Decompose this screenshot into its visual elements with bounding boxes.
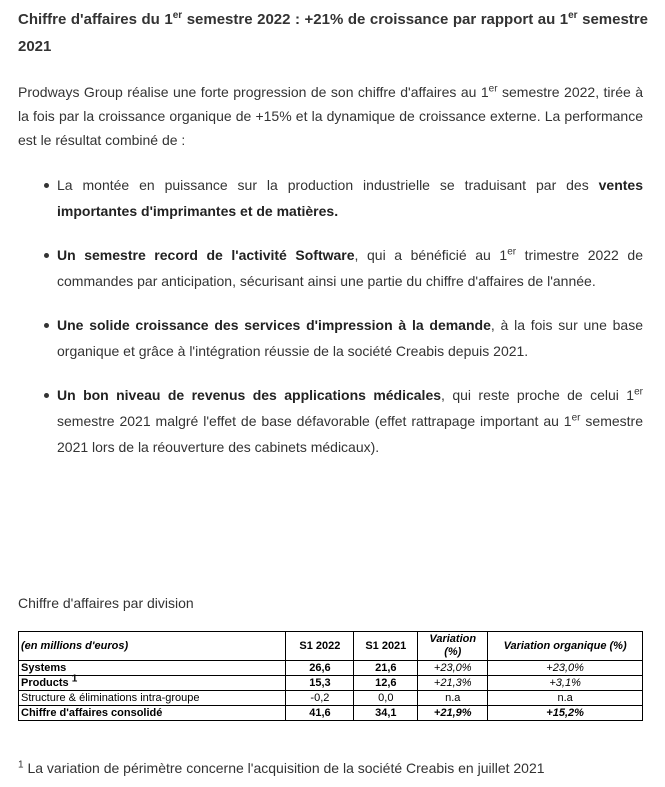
row-s1-2022: -0,2 xyxy=(286,691,354,706)
row-variation: +21,9% xyxy=(418,706,488,721)
row-label: Systems xyxy=(19,661,286,676)
revenue-by-division-table xyxy=(18,631,643,721)
row-variation-organique: +3,1% xyxy=(488,676,643,691)
table-caption: Chiffre d'affaires par division xyxy=(18,595,194,611)
row-s1-2021: 34,1 xyxy=(354,706,418,721)
footnote-number: 1 xyxy=(18,759,24,771)
table-row xyxy=(19,676,643,691)
bullet-medical: Un bon niveau de revenus des applications médicales, qui reste proche de celui 1er semestre 2021 malgré l'effet de base défavorable (effet rattrapage important au 1er semestre 2021 lors de la réouverture des cabinets médicaux). xyxy=(18,382,643,460)
footnote-marker: 1 xyxy=(71,672,78,684)
table-header-row xyxy=(19,632,643,661)
row-variation-organique: n.a xyxy=(488,691,643,706)
header-s1-2022: S1 2022 xyxy=(286,632,354,661)
header-variation: Variation (%) xyxy=(418,632,488,661)
row-label: Products $^1$ xyxy=(19,676,286,691)
header-variation-organique: Variation organique (%) xyxy=(488,632,643,661)
row-s1-2022: 26,6 xyxy=(286,661,354,676)
intro-paragraph: Prodways Group réalise une forte progression de son chiffre d'affaires au 1er semestre 2022, tirée à la fois par la croissance organique de +15% et la dynamique de croissance externe. La performance est le résultat combiné de : xyxy=(18,83,644,148)
row-variation: n.a xyxy=(418,691,488,706)
row-s1-2022: 41,6 xyxy=(286,706,354,721)
row-variation: +21,3% xyxy=(418,676,488,691)
header-unit: (en millions d'euros) xyxy=(19,632,286,661)
row-s1-2021: 0,0 xyxy=(354,691,418,706)
performance-bullet-list xyxy=(18,172,643,460)
table-row-total xyxy=(19,706,643,721)
table-row xyxy=(19,661,643,676)
bullet-software: Un semestre record de l'activité Software, qui a bénéficié au 1er trimestre 2022 de commandes par anticipation, sécurisant ainsi une partie du chiffre d'affaires de l'année. xyxy=(18,242,643,294)
bullet-print-services: Une solide croissance des services d'impression à la demande, à la fois sur une base organique et grâce à l'intégration réussie de la société Creabis depuis 2021. xyxy=(18,312,643,364)
row-s1-2022: 15,3 xyxy=(286,676,354,691)
footnote: $^1$ La variation de périmètre concerne l'acquisition de la société Creabis en juillet 2021 xyxy=(18,759,545,776)
table-row xyxy=(19,691,643,706)
row-s1-2021: 12,6 xyxy=(354,676,418,691)
section-heading: Chiffre d'affaires du 1er semestre 2022 : +21% de croissance par rapport au 1er semestre 2021 xyxy=(18,10,648,55)
bullet-industrial-production: La montée en puissance sur la production industrielle se traduisant par des ventes importantes d'imprimantes et de matières. xyxy=(18,172,643,224)
row-label: Structure & éliminations intra-groupe xyxy=(19,691,286,706)
header-s1-2021: S1 2021 xyxy=(354,632,418,661)
row-s1-2021: 21,6 xyxy=(354,661,418,676)
row-label: Chiffre d'affaires consolidé xyxy=(19,706,286,721)
row-variation: +23,0% xyxy=(418,661,488,676)
row-variation-organique: +23,0% xyxy=(488,661,643,676)
row-variation-organique: +15,2% xyxy=(488,706,643,721)
